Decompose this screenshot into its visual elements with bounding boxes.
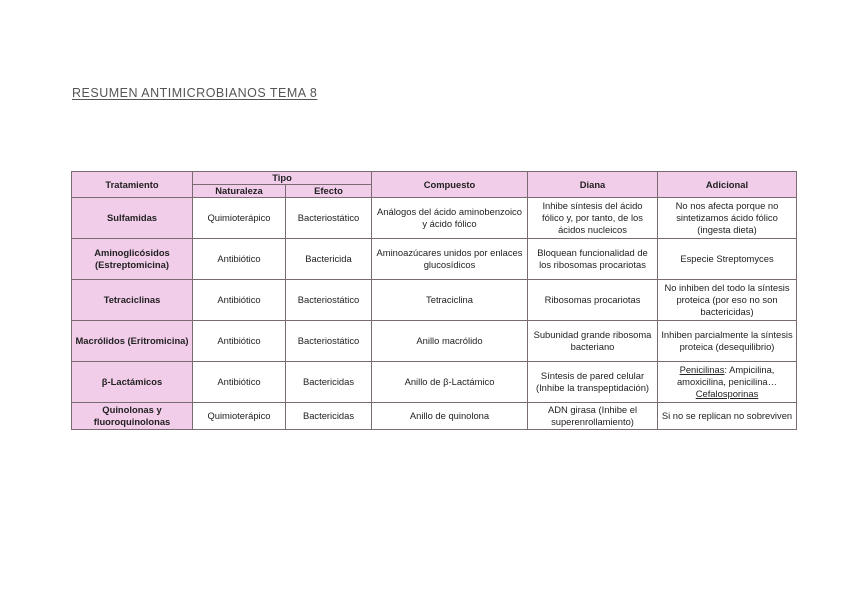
cell-adicional: Inhiben parcialmente la síntesis proteica (desequilibrio)	[658, 321, 797, 362]
cell-diana: Ribosomas procariotas	[528, 280, 658, 321]
penicilinas-examples: : Ampicilina, amoxicilina, penicilina…	[676, 364, 778, 387]
cell-diana: ADN girasa (Inhibe el superenrollamiento)	[528, 403, 658, 430]
antimicrobial-summary-table	[71, 171, 797, 430]
cell-naturaleza: Quimioterápico	[193, 403, 286, 430]
table-row	[72, 198, 797, 239]
cell-adicional	[658, 362, 797, 403]
cell-efecto: Bacteriostático	[286, 321, 372, 362]
cell-efecto: Bactericida	[286, 239, 372, 280]
cell-tratamiento: Tetraciclinas	[72, 280, 193, 321]
cell-efecto: Bacteriostático	[286, 280, 372, 321]
penicilinas-link-text: Penicilinas	[679, 364, 725, 375]
cell-tratamiento: Macrólidos (Eritromicina)	[72, 321, 193, 362]
cell-efecto: Bactericidas	[286, 403, 372, 430]
cell-diana: Bloquean funcionalidad de los ribosomas procariotas	[528, 239, 658, 280]
table-row	[72, 280, 797, 321]
table-row	[72, 321, 797, 362]
cell-naturaleza: Antibiótico	[193, 362, 286, 403]
header-compuesto: Compuesto	[372, 172, 528, 198]
cell-adicional: Si no se replican no sobreviven	[658, 403, 797, 430]
cell-naturaleza: Antibiótico	[193, 280, 286, 321]
cefalosporinas-text: Cefalosporinas	[695, 388, 759, 399]
document-title: RESUMEN ANTIMICROBIANOS TEMA 8	[72, 86, 318, 100]
table-row	[72, 239, 797, 280]
table-row	[72, 403, 797, 430]
header-tratamiento: Tratamiento	[72, 172, 193, 198]
cell-adicional: Especie Streptomyces	[658, 239, 797, 280]
table-row	[72, 362, 797, 403]
cell-tratamiento: Quinolonas y fluoroquinolonas	[72, 403, 193, 430]
cell-compuesto: Análogos del ácido aminobenzoico y ácido fólico	[372, 198, 528, 239]
cell-tratamiento: Sulfamidas	[72, 198, 193, 239]
cell-compuesto: Tetraciclina	[372, 280, 528, 321]
cell-efecto: Bactericidas	[286, 362, 372, 403]
header-diana: Diana	[528, 172, 658, 198]
cell-naturaleza: Antibiótico	[193, 321, 286, 362]
cell-efecto: Bacteriostático	[286, 198, 372, 239]
cell-compuesto: Anillo de β-Lactámico	[372, 362, 528, 403]
cell-naturaleza: Quimioterápico	[193, 198, 286, 239]
cell-diana: Síntesis de pared celular (Inhibe la transpeptidación)	[528, 362, 658, 403]
cell-adicional: No inhiben del todo la síntesis proteica (por eso no son bactericidas)	[658, 280, 797, 321]
cell-compuesto: Anillo macrólido	[372, 321, 528, 362]
cell-compuesto: Aminoazúcares unidos por enlaces glucosídicos	[372, 239, 528, 280]
header-efecto: Efecto	[286, 185, 372, 198]
cell-tratamiento: Aminoglicósidos (Estreptomicina)	[72, 239, 193, 280]
cell-diana: Inhibe síntesis del ácido fólico y, por tanto, de los ácidos nucleicos	[528, 198, 658, 239]
cell-adicional: No nos afecta porque no sintetizamos ácido fólico (ingesta dieta)	[658, 198, 797, 239]
header-naturaleza: Naturaleza	[193, 185, 286, 198]
header-tipo: Tipo	[193, 172, 372, 185]
cell-tratamiento: β-Lactámicos	[72, 362, 193, 403]
header-adicional: Adicional	[658, 172, 797, 198]
cell-diana: Subunidad grande ribosoma bacteriano	[528, 321, 658, 362]
cell-naturaleza: Antibiótico	[193, 239, 286, 280]
cell-compuesto: Anillo de quinolona	[372, 403, 528, 430]
